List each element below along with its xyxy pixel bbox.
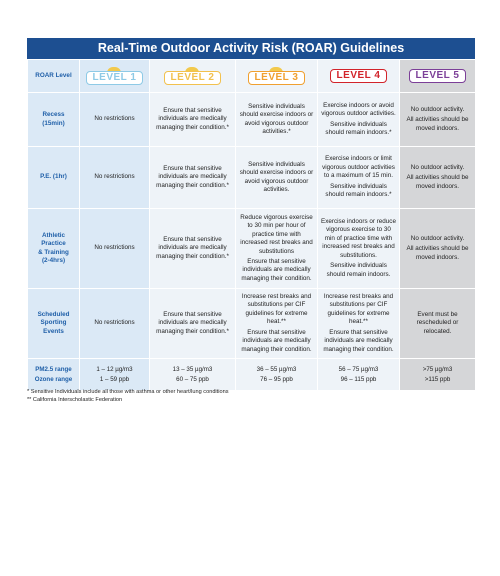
range-cell	[236, 359, 318, 391]
range-value: 1 – 59 ppb	[99, 375, 130, 383]
level-5-badge: LEVEL 5	[409, 69, 467, 82]
range-cell	[318, 359, 400, 391]
table-row	[28, 147, 476, 209]
pollutant-ranges-row	[28, 359, 476, 391]
guideline-cell	[318, 147, 400, 209]
guideline-text: Sensitive individuals should remain indoors.*	[325, 120, 392, 136]
guideline-cell	[80, 289, 150, 359]
footnotes	[27, 388, 229, 404]
guideline-cell	[236, 93, 318, 147]
guideline-cell	[318, 289, 400, 359]
row-label	[28, 289, 80, 359]
guideline-cell	[400, 93, 476, 147]
guideline-text: Ensure that sensitive individuals are medically managing their condition.	[241, 257, 312, 282]
guideline-cell	[400, 147, 476, 209]
guideline-text: Exercise indoors or limit vigorous outdoor activities to a maximum of 15 min.	[322, 155, 395, 180]
guideline-text: All activities should be moved indoors.	[406, 116, 469, 132]
range-cell	[80, 359, 150, 391]
row-label-line: Athletic	[41, 231, 66, 239]
level-4-badge: LEVEL 4	[330, 69, 388, 82]
level-4-icon	[330, 69, 388, 82]
guideline-cell	[236, 209, 318, 289]
guideline-text: Reduce vigorous exercise to 30 min per hour of practice time with increased rest breaks and substitutions	[240, 213, 313, 255]
range-value: >115 ppb	[424, 375, 451, 383]
guideline-cell	[318, 209, 400, 289]
guideline-cell	[150, 289, 236, 359]
guideline-text: Sensitive individuals should exercise indoors or avoid vigorous outdoor activities.	[239, 160, 314, 193]
range-label: Ozone range	[34, 375, 73, 383]
guideline-cell	[150, 147, 236, 209]
guideline-text: Exercise indoors or avoid vigorous outdoor activities.	[321, 101, 396, 118]
guideline-text: Increase rest breaks and substitutions per CIF guidelines for extreme heat.**	[241, 293, 312, 326]
guideline-text: No outdoor activity.	[410, 105, 465, 113]
row-label	[28, 147, 80, 209]
table-row	[28, 93, 476, 147]
level-2-header	[150, 60, 236, 93]
guideline-cell	[318, 93, 400, 147]
guideline-text: Ensure that sensitive individuals are medically managing their condition.*	[156, 235, 229, 260]
level-1-header	[80, 60, 150, 93]
level-5-header	[400, 60, 476, 93]
guideline-text: Event must be rescheduled or relocated.	[416, 310, 459, 335]
guideline-text: No restrictions	[94, 319, 135, 327]
footnote: * Sensitive Individuals include all those with asthma or other heart/lung conditions	[27, 389, 229, 395]
guideline-text: No outdoor activity.	[410, 234, 465, 242]
guideline-cell	[80, 209, 150, 289]
level-2-badge: LEVEL 2	[164, 71, 222, 84]
row-label-roar-level: ROAR Level	[28, 60, 80, 93]
table-row	[28, 209, 476, 289]
row-label	[28, 93, 80, 147]
level-5-icon	[409, 69, 467, 82]
guideline-cell	[80, 93, 150, 147]
guideline-text: Ensure that sensitive individuals are medically managing their condition.*	[156, 106, 229, 131]
level-1-icon	[86, 67, 144, 84]
level-2-icon	[164, 67, 222, 84]
range-value: >75 µg/m3	[422, 365, 453, 373]
guideline-text: Increase rest breaks and substitutions per CIF guidelines for extreme heat.**	[323, 293, 394, 326]
guideline-text: All activities should be moved indoors.	[406, 174, 469, 190]
row-label-line: (2-4hrs)	[41, 256, 66, 264]
range-value: 96 – 115 ppb	[340, 375, 377, 383]
level-4-header	[318, 60, 400, 93]
guideline-cell	[80, 147, 150, 209]
range-value: 36 – 55 µg/m3	[256, 365, 297, 373]
footnote: ** California Interscholastic Federation	[27, 397, 123, 403]
range-value: 56 – 75 µg/m3	[338, 365, 379, 373]
range-value: 60 – 75 ppb	[176, 375, 209, 383]
table-row	[28, 289, 476, 359]
guideline-cell	[236, 289, 318, 359]
row-label-line: P.E. (1hr)	[40, 173, 67, 181]
guideline-text: Sensitive individuals should remain indoors.	[326, 262, 391, 278]
roar-guidelines-table	[27, 38, 475, 391]
guideline-text: Exercise indoors or reduce vigorous exercise to 30 min of practice time with increased rest breaks and substitutions.	[321, 218, 396, 259]
guideline-cell	[150, 209, 236, 289]
guideline-cell	[400, 209, 476, 289]
range-cell	[400, 359, 476, 391]
range-label: PM2.5 range	[35, 365, 72, 373]
range-value: 13 – 35 µg/m3	[172, 365, 213, 373]
guideline-cell	[150, 93, 236, 147]
table-title: Real-Time Outdoor Activity Risk (ROAR) Guidelines	[27, 38, 475, 59]
guideline-cell	[236, 147, 318, 209]
range-labels	[28, 359, 80, 391]
row-label-line: Recess (15min)	[42, 111, 65, 127]
row-label-line: Sporting Events	[40, 319, 67, 335]
row-label-line: Scheduled	[37, 310, 70, 318]
level-3-badge: LEVEL 3	[248, 71, 306, 84]
guideline-text: No outdoor activity.	[410, 163, 465, 171]
row-label-line: Practice	[41, 240, 66, 248]
guideline-text: No restrictions	[94, 173, 135, 181]
guideline-text: Ensure that sensitive individuals are medically managing their condition.	[323, 328, 394, 353]
guideline-text: No restrictions	[94, 244, 135, 252]
guideline-text: Sensitive individuals should remain indoors.*	[325, 182, 392, 199]
guidelines-grid	[27, 59, 476, 391]
guideline-text: Sensitive individuals should exercise indoors or avoid vigorous outdoor activities.*	[239, 102, 314, 135]
range-value: 76 – 95 ppb	[260, 375, 293, 383]
header-row	[28, 60, 476, 93]
level-3-header	[236, 60, 318, 93]
level-1-badge: LEVEL 1	[86, 71, 144, 84]
guideline-text: Ensure that sensitive individuals are medically managing their condition.*	[156, 310, 229, 335]
row-label-line: & Training	[38, 248, 69, 256]
row-label	[28, 209, 80, 289]
guideline-text: No restrictions	[94, 115, 135, 123]
guideline-text: All activities should be moved indoors.	[406, 245, 469, 261]
guideline-cell	[400, 289, 476, 359]
range-cell	[150, 359, 236, 391]
range-value: 1 – 12 µg/m3	[96, 365, 133, 373]
guideline-text: Ensure that sensitive individuals are medically managing their condition.*	[156, 164, 229, 189]
guideline-text: Ensure that sensitive individuals are medically managing their condition.	[241, 328, 312, 353]
level-3-icon	[248, 67, 306, 84]
